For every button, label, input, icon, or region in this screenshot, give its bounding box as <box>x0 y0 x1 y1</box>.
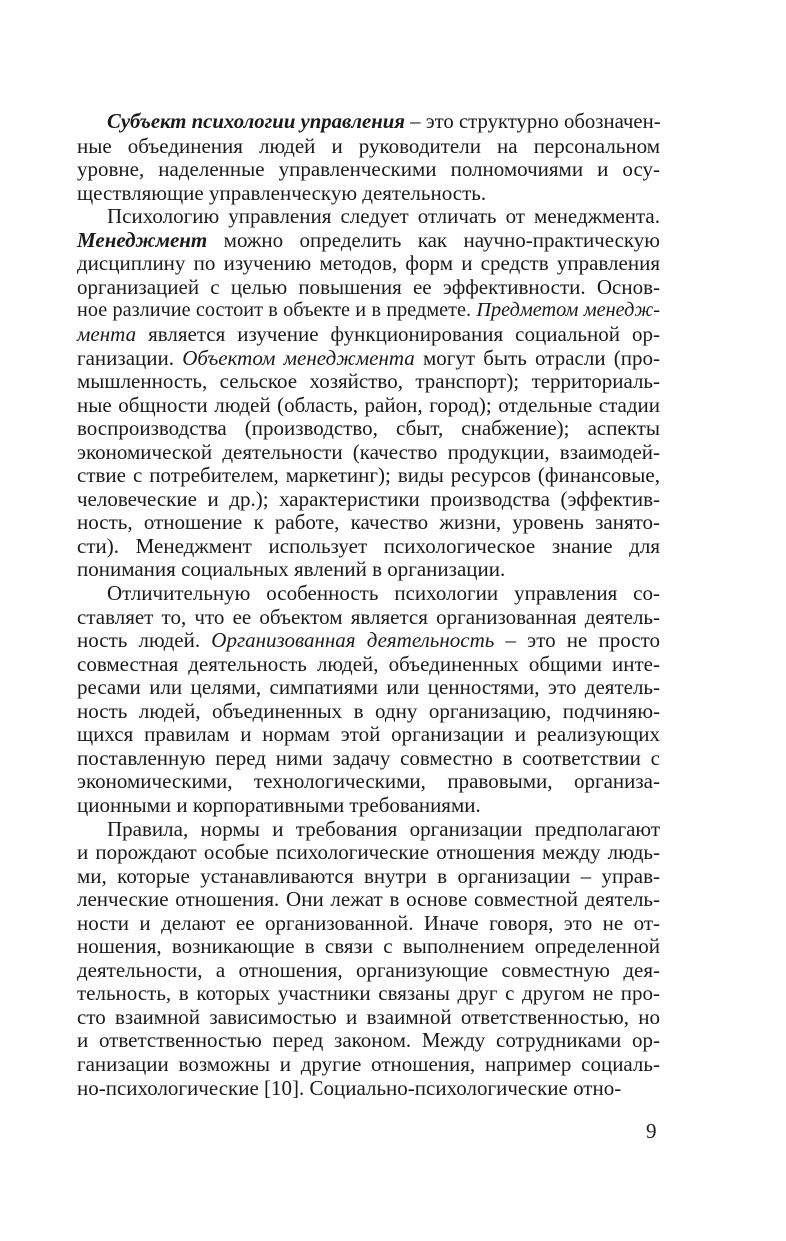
term-bold-italic: Менеджмент <box>77 227 208 252</box>
text-line <box>77 182 660 206</box>
text-run: но-психологические [10]. Социально-психологические отно- <box>77 1075 622 1100</box>
text-run: ционными и корпоративными требованиями. <box>77 792 481 817</box>
text-line <box>77 511 660 535</box>
text-line <box>77 1077 660 1101</box>
text-run: ность людей. <box>77 628 212 653</box>
text-run: ресами или целями, симпатиями или ценностями, это деятель- <box>77 675 660 700</box>
text-line <box>77 959 660 983</box>
text-run: ные объединения людей и руководители на персональном <box>77 133 660 158</box>
text-line <box>107 205 660 229</box>
text-run: и ответственностью перед законом. Между сотрудниками ор- <box>77 1028 660 1053</box>
text-line <box>77 1053 660 1077</box>
text-run: ганизации. <box>77 345 183 370</box>
text-line <box>77 982 660 1006</box>
text-line <box>77 135 660 159</box>
text-line <box>77 535 660 559</box>
text-line <box>77 229 660 253</box>
text-line <box>77 370 660 394</box>
term-italic: Предметом менедж- <box>476 299 660 322</box>
text-line <box>77 488 660 512</box>
text-run: дисциплину по изучению методов, форм и средств управления <box>77 251 660 276</box>
text-run: ности и делают ее организованной. Иначе говоря, это не от- <box>77 910 660 935</box>
text-line <box>77 935 660 959</box>
text-line <box>77 629 660 653</box>
text-line <box>77 299 660 323</box>
text-run: мышленность, сельское хозяйство, транспорт); территориаль- <box>77 369 660 394</box>
text-run: ность людей, объединенных в одну организацию, подчиняю- <box>77 698 660 723</box>
text-run: Психологию управления следует отличать от менеджмента. <box>107 204 660 229</box>
term-italic: Организованная деятельность <box>211 628 495 653</box>
text-line <box>77 747 660 771</box>
text-run: поставленную перед ними задачу совместно в соответствии с <box>77 745 660 770</box>
text-run: уровне, наделенные управленческими полномочиями и осу- <box>77 157 660 182</box>
text-line <box>77 1006 660 1030</box>
text-line <box>77 158 660 182</box>
text-line <box>107 582 660 606</box>
text-run: Отличительную особенность психологии управления со- <box>107 581 660 605</box>
text-run: деятельности, а отношения, организующие совместную дея- <box>77 957 660 982</box>
text-line <box>77 394 660 418</box>
text-line <box>77 464 660 488</box>
text-line <box>77 723 660 747</box>
text-run: ное различие состоит в объекте и в предмете. <box>77 299 477 322</box>
text-line <box>77 912 660 936</box>
text-line <box>77 676 660 700</box>
text-run: является изучение функционирования социальной ор- <box>136 321 660 346</box>
text-run: ность, отношение к работе, качество жизни, уровень занято- <box>77 510 660 535</box>
text-line <box>77 653 660 677</box>
text-run: щихся правилам и нормам этой организации и реализующих <box>77 722 660 747</box>
text-line <box>107 111 660 135</box>
text-line <box>107 818 660 842</box>
text-line <box>77 770 660 794</box>
text-line <box>77 558 660 582</box>
page-number: 9 <box>646 1119 657 1143</box>
text-run: ленческие отношения. Они лежат в основе совместной деятель- <box>77 887 660 912</box>
text-run: ществляющие управленческую деятельность. <box>77 180 487 205</box>
text-line <box>77 276 660 300</box>
text-line <box>77 347 660 371</box>
text-line <box>77 794 660 818</box>
text-line <box>77 865 660 889</box>
text-run: ношения, возникающие в связи с выполнением определенной <box>77 934 660 959</box>
text-line <box>77 841 660 865</box>
text-run: ми, которые устанавливаются внутри в организации – управ- <box>77 863 660 888</box>
text-run: организацией с целью повышения ее эффективности. Основ- <box>77 274 660 299</box>
text-line <box>77 252 660 276</box>
term-italic: Объектом менеджмента <box>182 345 415 370</box>
text-run: ствие с потребителем, маркетинг); виды ресурсов (финансовые, <box>77 463 660 488</box>
text-run: совместная деятельность людей, объединенных общими инте- <box>77 651 660 676</box>
text-run: сти). Менеджмент использует психологическое знание для <box>77 533 660 558</box>
text-run: человеческие и др.); характеристики производства (эффектив- <box>77 486 660 511</box>
text-line <box>77 700 660 724</box>
text-run: экономическими, технологическими, правовыми, организа- <box>77 769 660 794</box>
text-line <box>77 441 660 465</box>
text-run: понимания социальных явлений в организации. <box>77 557 506 582</box>
text-run: ные общности людей (область, район, город); отдельные стадии <box>77 392 660 417</box>
text-run: и порождают особые психологические отношения между людь- <box>77 840 660 865</box>
text-line <box>77 323 660 347</box>
text-run: – это структурно обозначен- <box>404 111 661 133</box>
text-run: ставляет то, что ее объектом является организованная деятель- <box>77 604 660 629</box>
term-italic: мента <box>77 321 137 346</box>
text-run: могут быть отрасли (про- <box>414 345 660 370</box>
text-run: экономической деятельности (качество продукции, взаимодей- <box>77 439 660 464</box>
text-line <box>77 1029 660 1053</box>
text-run: можно определить как научно-практическую <box>207 227 660 252</box>
text-line <box>77 888 660 912</box>
text-run: ганизации возможны и другие отношения, например социаль- <box>77 1052 660 1076</box>
text-line <box>77 606 660 630</box>
term-bold-italic: Субъект психологии управления <box>107 111 405 133</box>
text-line <box>77 417 660 441</box>
text-run: сто взаимной зависимостью и взаимной ответственностью, но <box>77 1004 660 1029</box>
text-run: тельность, в которых участники связаны друг с другом не про- <box>77 981 660 1006</box>
text-run: – это не просто <box>494 628 660 653</box>
text-run: Правила, нормы и требования организации предполагают <box>107 816 660 841</box>
text-run: воспроизводства (производство, сбыт, снабжение); аспекты <box>77 416 660 441</box>
